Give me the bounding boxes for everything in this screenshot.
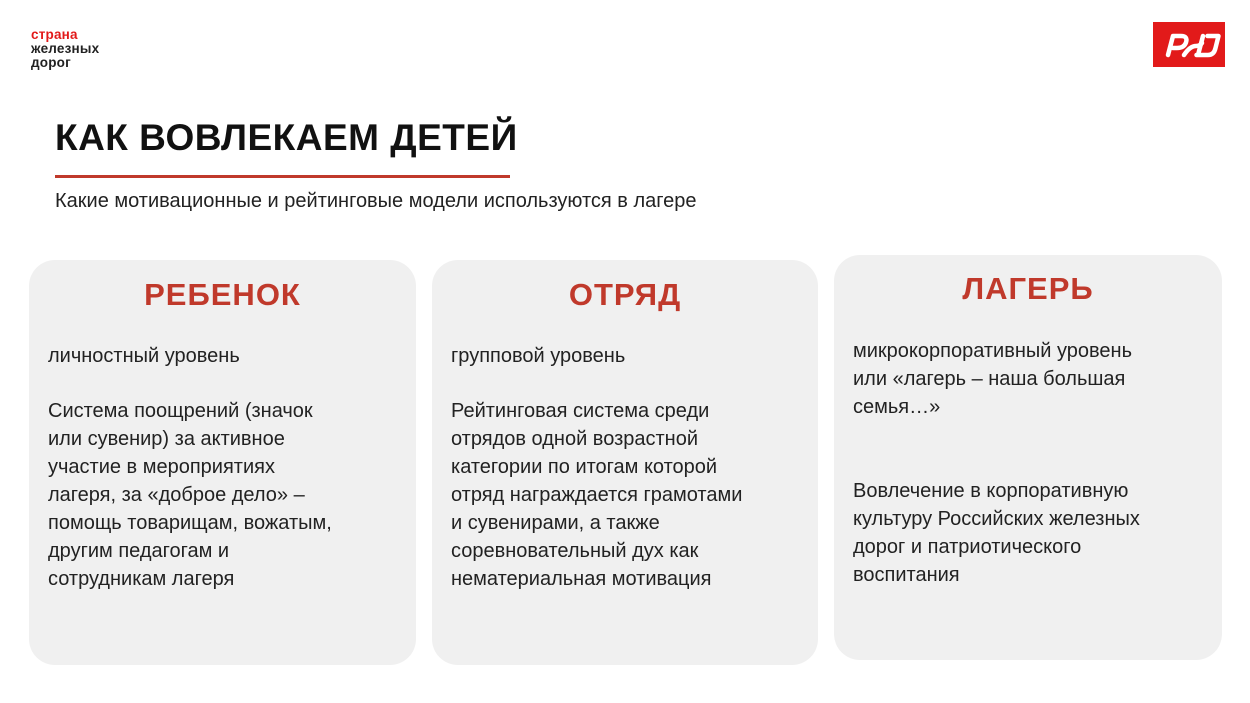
card-body-line: помощь товарищам, вожатым,	[48, 512, 332, 534]
card-level: групповой уровень	[451, 345, 626, 367]
card-body-line: Вовлечение в корпоративную	[853, 480, 1129, 502]
card-body-line: сотрудникам лагеря	[48, 568, 235, 590]
card-title: ОТРЯД	[568, 277, 682, 312]
card-child	[29, 260, 416, 665]
card-level	[853, 337, 1132, 421]
card-body-line: Рейтинговая система среди	[451, 400, 710, 422]
card-body-line: и сувенирами, а также	[451, 512, 660, 534]
card-body-line: лагеря, за «доброе дело» –	[48, 484, 305, 506]
card-body-line: категории по итогам которой	[451, 456, 718, 478]
card-body-line: отряд награждается грамотами	[451, 484, 743, 506]
card-level-line: микрокорпоративный уровень	[853, 340, 1133, 362]
page-title: КАК ВОВЛЕКАЕМ ДЕТЕЙ	[55, 117, 518, 158]
card-body-line: участие в мероприятиях	[48, 456, 275, 478]
brand-line-3: дорог	[31, 55, 71, 70]
card-title: ЛАГЕРЬ	[962, 271, 1094, 306]
title-underline	[55, 175, 510, 178]
brand-line-2: железных	[31, 41, 100, 56]
card-body-line: Система поощрений (значок	[48, 400, 313, 422]
card-body	[853, 477, 1140, 589]
page-subtitle: Какие мотивационные и рейтинговые модели используются в лагере	[55, 190, 697, 212]
card-body-line: другим педагогам и	[48, 540, 230, 562]
card-level-line: или «лагерь – наша большая	[853, 368, 1126, 390]
rzd-logo	[1153, 22, 1225, 67]
brand-logotype	[31, 28, 99, 70]
card-body-line: дорог и патриотического	[853, 536, 1082, 558]
card-body-line: соревновательный дух как	[451, 540, 699, 562]
card-body-line: воспитания	[853, 564, 960, 586]
card-camp	[834, 255, 1222, 660]
card-level-line: семья…»	[853, 396, 941, 418]
card-body	[48, 397, 332, 593]
card-squad	[432, 260, 818, 665]
brand-line-1: страна	[31, 27, 78, 42]
card-body-line: нематериальная мотивация	[451, 568, 712, 590]
card-body-line: культуру Российских железных	[853, 508, 1140, 530]
card-body-line: отрядов одной возрастной	[451, 428, 699, 450]
card-body	[451, 397, 742, 593]
card-title: РЕБЕНОК	[144, 277, 301, 312]
card-body-line: или сувенир) за активное	[48, 428, 285, 450]
card-level: личностный уровень	[48, 345, 240, 367]
